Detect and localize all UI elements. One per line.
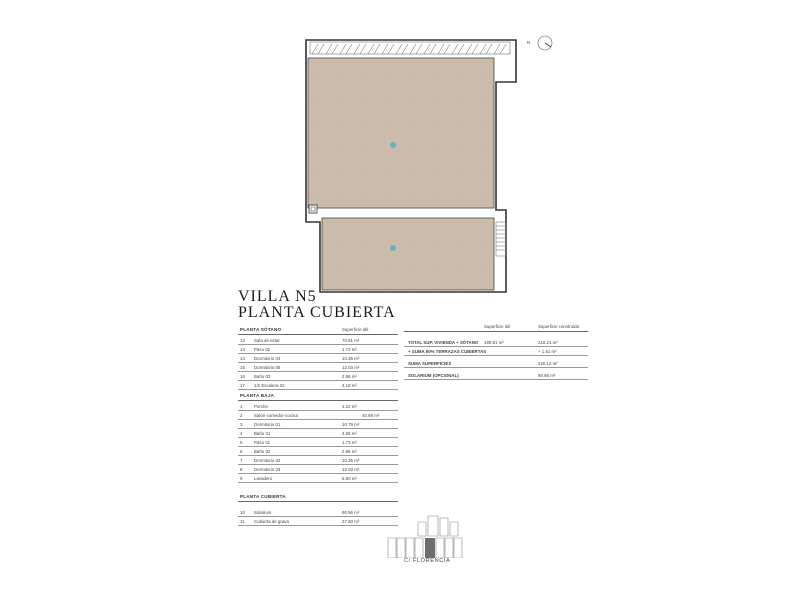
- room-marker-gravel: [390, 245, 396, 251]
- compass-label: N: [527, 40, 531, 45]
- table-row: 2 Salón-comedor-cocina 40.69 m²: [238, 411, 398, 420]
- divider: [238, 334, 398, 335]
- section-cubierta-heading: PLANTA CUBIERTA: [240, 494, 286, 499]
- table-row: 5 Paso 01 1.73 m²: [238, 438, 398, 447]
- solarium-area: [308, 58, 494, 208]
- table-row: 3 Dormitorio 01 10.79 m²: [238, 420, 398, 429]
- site-key-plan: [380, 512, 470, 558]
- room-marker-solarium: [390, 142, 396, 148]
- right-header-util: Superficie útil: [484, 324, 511, 329]
- table-row: 1 Porche 3.22 m²: [238, 402, 398, 411]
- table-row: 16 Baño 03 2.96 m²: [238, 372, 398, 381]
- divider: [404, 331, 588, 332]
- table-row: 10 Solarium 90.56 m²: [238, 508, 398, 517]
- divider: [238, 501, 398, 502]
- table-row: 4 Baño 01 4.69 m²: [238, 429, 398, 438]
- floor-title: PLANTA CUBIERTA: [238, 304, 396, 321]
- table-row: 7 Dormitorio 02 10.35 m²: [238, 456, 398, 465]
- table-row: 9 Lavadero 6.60 m²: [238, 474, 398, 483]
- table-row: 11 Cubierta de grava 27.60 m²: [238, 517, 398, 526]
- section-baja-heading: PLANTA BAJA: [240, 393, 275, 398]
- table-row: 12 Sala de estar 70.61 m²: [238, 336, 398, 345]
- summary-row: SUMA SUPERFICIES 220.12 m²: [404, 359, 588, 368]
- table-row: 13 Paso 02 1.73 m²: [238, 345, 398, 354]
- table-row: 14 Dormitorio 04 10.35 m²: [238, 354, 398, 363]
- table-row: 6 Baño 02 2.96 m²: [238, 447, 398, 456]
- table-row: 8 Dormitorio 03 12.03 m²: [238, 465, 398, 474]
- divider: [238, 400, 398, 401]
- gravel-roof-area: [322, 218, 494, 290]
- villa-title: VILLA N5: [238, 288, 317, 305]
- left-value-header: Superficie útil: [342, 327, 369, 332]
- summary-row: + SUMA 50% TERRAZAS CUBIERTAS + 1.61 m²: [404, 347, 588, 356]
- table-row: 15 Dormitorio 05 12.03 m²: [238, 363, 398, 372]
- summary-row: SOLARIUM (OPCIONAL) 90.56 m²: [404, 371, 588, 380]
- chimney: [309, 205, 317, 213]
- street-label: C/ FLORENCIA: [404, 558, 451, 564]
- table-row: 17 1/2 Escalera 02 4.18 m²: [238, 381, 398, 390]
- highlighted-lot: [425, 538, 435, 558]
- north-compass-icon: [527, 36, 552, 50]
- summary-row: TOTAL SUP. VIVIENDA + SÓTANO 190.81 m² 218.21 m²: [404, 338, 588, 347]
- right-header-construida: Superficie construida: [538, 324, 580, 329]
- section-sotano-heading: PLANTA SÓTANO: [240, 327, 282, 332]
